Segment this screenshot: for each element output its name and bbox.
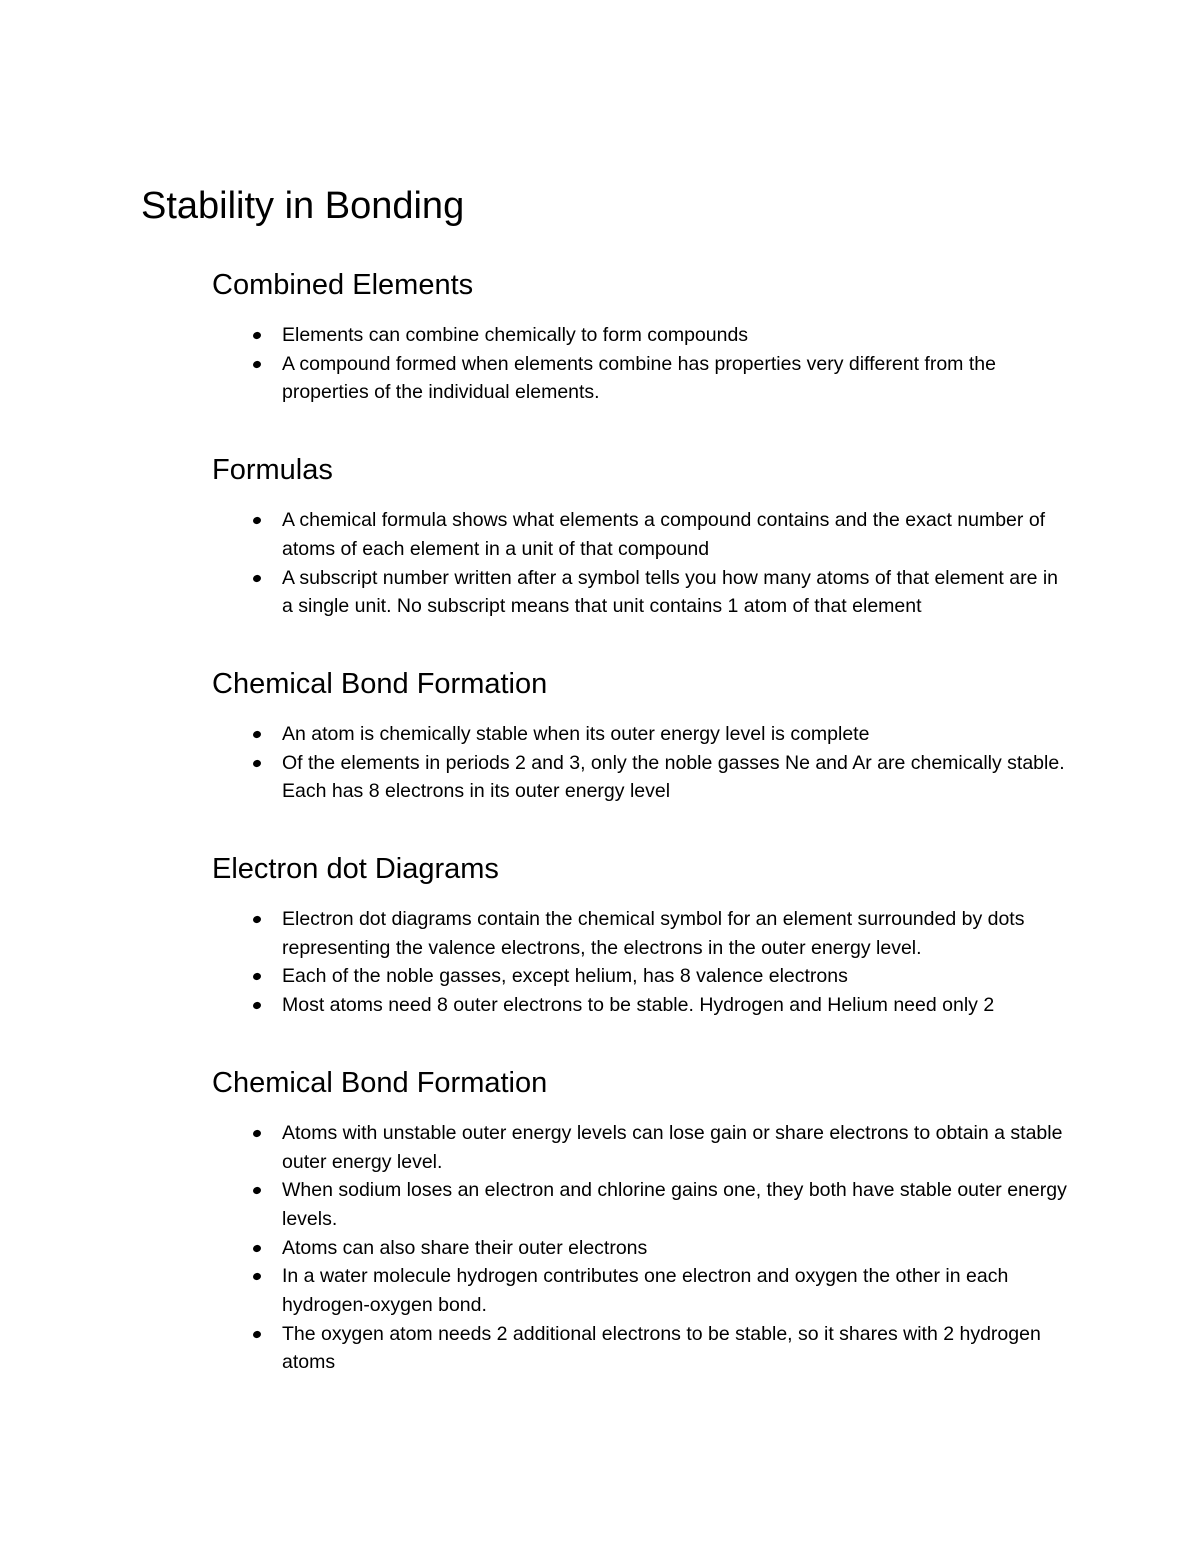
list-item <box>282 720 1072 749</box>
list-item <box>282 1176 1072 1233</box>
list-item-text: Atoms can also share their outer electrons <box>282 1236 648 1259</box>
section-heading: Electron dot Diagrams <box>212 853 499 886</box>
list-item-text: Elements can combine chemically to form compounds <box>282 324 749 346</box>
bullet-icon <box>252 1129 262 1138</box>
bullet-icon <box>252 758 262 767</box>
section-heading: Chemical Bond Formation <box>212 667 548 700</box>
bullet-icon <box>252 516 262 525</box>
section-heading: Formulas <box>212 454 333 487</box>
bullet-icon <box>252 1001 262 1010</box>
section-combined-elements <box>212 265 1072 407</box>
list-item-text: An atom is chemically stable when its outer energy level is complete <box>282 722 870 745</box>
bullet-icon <box>252 1272 262 1281</box>
section-formulas <box>212 450 1072 621</box>
list-item <box>282 321 1072 350</box>
list-item-text: In a water molecule hydrogen contributes one electron and oxygen the other in each hydrogen-oxygen bond. <box>282 1265 1009 1317</box>
bullet-icon <box>252 1330 262 1339</box>
bullet-icon <box>252 331 262 340</box>
list-item-text: A subscript number written after a symbol tells you how many atoms of that element are in a single unit. No subscript means that unit contains 1 atom of that element <box>282 566 1059 618</box>
list-item <box>282 564 1072 621</box>
bullet-list <box>212 1119 1072 1377</box>
bullet-list <box>212 905 1072 1020</box>
bullet-list <box>212 321 1072 407</box>
list-item-text: Most atoms need 8 outer electrons to be stable. Hydrogen and Helium need only 2 <box>282 994 995 1017</box>
section-heading: Chemical Bond Formation <box>212 1066 548 1099</box>
list-item <box>282 506 1072 563</box>
list-item <box>282 905 1072 962</box>
list-item <box>282 962 1072 991</box>
list-item <box>282 1262 1072 1319</box>
list-item <box>282 1119 1072 1176</box>
section-heading: Combined Elements <box>212 269 474 301</box>
bullet-icon <box>252 730 262 739</box>
list-item-text: A chemical formula shows what elements a compound contains and the exact number of atoms of each element in a unit of that compound <box>282 509 1046 560</box>
list-item <box>282 350 1072 407</box>
bullet-list <box>212 506 1072 621</box>
list-item-text: Each of the noble gasses, except helium, has 8 valence electrons <box>282 965 848 988</box>
bullet-list <box>212 720 1072 806</box>
list-item <box>282 1234 1072 1263</box>
section-electron-dot-diagrams <box>212 849 1072 1020</box>
list-item-text: A compound formed when elements combine has properties very different from the properties of the individual elements. <box>282 352 996 404</box>
list-item-text: Electron dot diagrams contain the chemical symbol for an element surrounded by dots representing the valence electrons, the electrons in the outer energy level. <box>282 908 1025 959</box>
list-item <box>282 1320 1072 1377</box>
list-item-text: When sodium loses an electron and chlorine gains one, they both have stable outer energy levels. <box>282 1179 1067 1230</box>
bullet-icon <box>252 915 262 924</box>
section-chemical-bond-formation-2 <box>212 1063 1072 1377</box>
bullet-icon <box>252 1186 262 1195</box>
list-item <box>282 749 1072 806</box>
section-chemical-bond-formation <box>212 664 1072 806</box>
bullet-icon <box>252 1243 262 1252</box>
document-body <box>212 265 1072 1420</box>
list-item-text: Of the elements in periods 2 and 3, only the noble gasses Ne and Ar are chemically stable. Each has 8 electrons in its outer energy level <box>282 751 1065 803</box>
bullet-icon <box>252 573 262 582</box>
list-item-text: The oxygen atom needs 2 additional electrons to be stable, so it shares with 2 hydrogen atoms <box>282 1322 1041 1374</box>
list-item-text: Atoms with unstable outer energy levels can lose gain or share electrons to obtain a stable outer energy level. <box>282 1121 1063 1173</box>
bullet-icon <box>252 972 262 981</box>
bullet-icon <box>252 360 262 369</box>
page-title: Stability in Bonding <box>141 185 465 227</box>
list-item <box>282 991 1072 1020</box>
